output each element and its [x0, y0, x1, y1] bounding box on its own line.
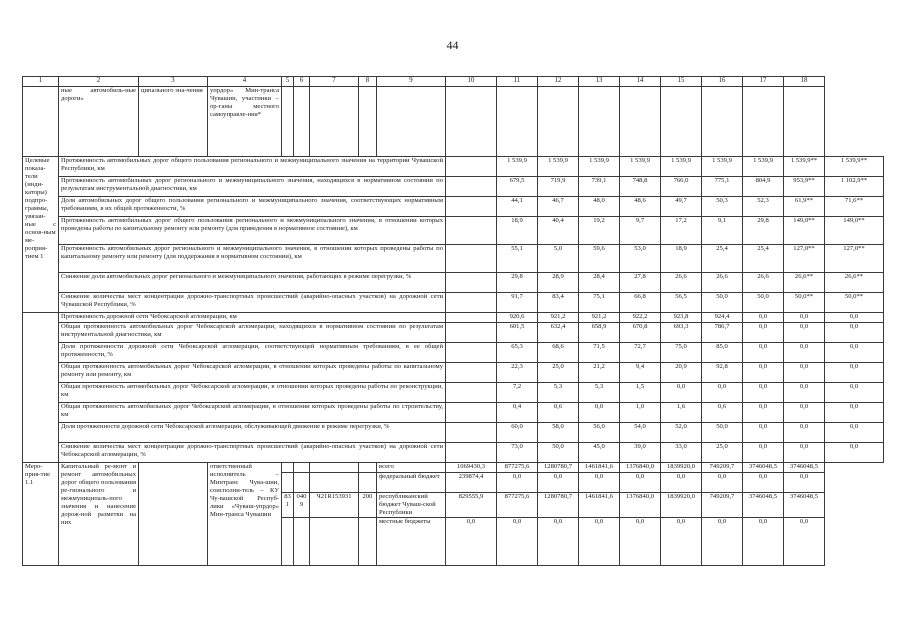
indicator-value: 0,0 [579, 403, 620, 423]
cont-cell-2: ные автомобиль-ные дороги» [59, 87, 139, 157]
indicator-value: 0,0 [825, 423, 884, 443]
indicator-value: 7,2 [497, 383, 538, 403]
indicator-value: 40,4 [538, 217, 579, 245]
funding-source: республиканский бюджет Чуваш-ской Республики [377, 493, 446, 518]
indicator-value: 1,6 [661, 403, 702, 423]
indicator-value: 923,8 [661, 313, 702, 323]
indicator-value: 0,6 [702, 403, 743, 423]
indicator-value: 26,6 [743, 273, 784, 293]
indicator-value: 1 102,9** [825, 177, 884, 197]
funding-value: 3746048,5 [784, 493, 825, 518]
indicator-value: 33,0 [661, 443, 702, 463]
measure-name: Капитальный ре-монт и ремонт автомобильных дорог общего пользования ре-гионального и межмуниципаль-ного значения и нанесение дорож-ной разметки на них [59, 463, 139, 566]
column-number-12: 12 [538, 77, 579, 87]
cont-cell-4: упрдор» Мин-транса Чувашии, участники – ор-ганы местного самоуправле-ния* [208, 87, 282, 157]
funding-value: 1069430,3 [446, 463, 497, 473]
indicator-blank-cell [446, 157, 497, 177]
indicator-value: 9,4 [620, 363, 661, 383]
funding-value: 749209,7 [702, 493, 743, 518]
indicator-value: 0,0 [784, 383, 825, 403]
indicator-value: 0,0 [743, 383, 784, 403]
code-rz: 0409 [294, 493, 310, 518]
funding-value: 877275,6 [497, 493, 538, 518]
indicator-value: 60,0 [497, 423, 538, 443]
indicator-value: 0,0 [784, 313, 825, 323]
indicator-value: 1 539,9** [784, 157, 825, 177]
funding-value: 1376840,0 [620, 493, 661, 518]
indicator-row [23, 363, 884, 383]
cont-cell-12 [538, 87, 579, 157]
indicator-blank-cell [446, 273, 497, 293]
funding-value: 0,0 [784, 518, 825, 566]
column-number-4: 4 [208, 77, 282, 87]
indicator-value: 766,0 [661, 177, 702, 197]
indicator-description: Протяженность автомобильных дорог регионального и межмуниципального значения, в отношении которых проведены работы по капитальному ремонту или ремонту (для поддержания в нормативном состоянии), км [59, 245, 446, 273]
target-indicators-label: Целевые показа-тели (инди-каторы) подпро-граммы, увязан-ные с основ-ным ме-роприя-тием 1 [23, 157, 59, 313]
funding-value: 0,0 [538, 518, 579, 566]
column-number-3: 3 [139, 77, 208, 87]
funding-value: 0,0 [743, 473, 784, 493]
indicator-value: 0,0 [743, 323, 784, 343]
column-number-14: 14 [620, 77, 661, 87]
indicator-value: 65,3 [497, 343, 538, 363]
indicator-value: 58,0 [538, 423, 579, 443]
indicator-value: 20,9 [661, 363, 702, 383]
funding-value: 0,0 [538, 473, 579, 493]
code-cell-empty [294, 518, 310, 566]
indicator-value: 75,1 [579, 293, 620, 313]
indicator-row [23, 293, 884, 313]
column-number-row [23, 77, 884, 87]
indicator-blank-cell [446, 177, 497, 197]
indicator-value: 29,8 [743, 217, 784, 245]
indicator-value: 0,0 [825, 313, 884, 323]
indicator-value: 0,0 [743, 423, 784, 443]
indicator-description: Общая протяженность автомобильных дорог Чебоксарской агломерации, в отношении которых проведены работы по капитальному ремонту или ремонту, км [59, 363, 446, 383]
measure-responsible: ответственный исполнитель – Минтранс Чува-шии, соисполни-тель – КУ Чу-вашской Респуб-лики «Чуваш-упрдор» Мин-транса Чувашии [208, 463, 282, 566]
funding-value: 3746048,5 [784, 463, 825, 473]
indicator-value: 1 539,9 [620, 157, 661, 177]
column-number-1: 1 [23, 77, 59, 87]
measure-goal-cell [139, 463, 208, 566]
cont-cell-10 [446, 87, 497, 157]
funding-value: 0,0 [620, 518, 661, 566]
indicator-value: 0,6 [538, 403, 579, 423]
indicator-value: 149,0** [825, 217, 884, 245]
funding-value: 0,0 [661, 473, 702, 493]
indicator-blank-cell [446, 403, 497, 423]
indicator-value: 0,0 [825, 403, 884, 423]
indicator-row [23, 313, 884, 323]
cont-cell-8 [359, 87, 377, 157]
program-table [22, 76, 884, 566]
funding-value: 0,0 [446, 518, 497, 566]
indicator-value: 26,6 [702, 273, 743, 293]
code-cell-empty [282, 473, 294, 493]
indicator-value: 25,4 [702, 245, 743, 273]
indicator-description: Доля протяженности дорожной сети Чебоксарской агломерации, соответствующей нормативным требованиям, в ее общей протяженности, % [59, 343, 446, 363]
code-cell-empty [310, 473, 359, 493]
indicator-value: 0,0 [784, 363, 825, 383]
column-number-17: 17 [743, 77, 784, 87]
indicator-value: 19,2 [579, 217, 620, 245]
indicator-blank-cell [446, 443, 497, 463]
funding-value: 829555,9 [446, 493, 497, 518]
indicator-value: 26,6** [825, 273, 884, 293]
indicator-value: 0,0 [784, 443, 825, 463]
cont-cell-3: ципального зна-чения [139, 87, 208, 157]
indicator-row [23, 443, 884, 463]
funding-value: 1376840,0 [620, 463, 661, 473]
funding-value: 0,0 [661, 518, 702, 566]
cont-cell-16 [702, 87, 743, 157]
funding-value: 1280780,7 [538, 463, 579, 473]
page-number: 44 [446, 38, 459, 52]
column-number-16: 16 [702, 77, 743, 87]
indicator-value: 18,9 [661, 245, 702, 273]
indicator-value: 0,0 [825, 343, 884, 363]
indicator-row [23, 383, 884, 403]
indicator-value: 91,7 [497, 293, 538, 313]
indicator-value: 0,0 [743, 443, 784, 463]
funding-row [23, 463, 884, 473]
indicator-row [23, 177, 884, 197]
indicator-value: 54,0 [620, 423, 661, 443]
indicator-value: 953,9** [784, 177, 825, 197]
indicator-value: 61,9** [784, 197, 825, 217]
funding-source: местные бюджеты [377, 518, 446, 566]
indicator-value: 670,8 [620, 323, 661, 343]
funding-value: 1461841,6 [579, 493, 620, 518]
indicator-value: 49,7 [661, 197, 702, 217]
indicator-value: 25,0 [538, 363, 579, 383]
indicator-value: 1,5 [620, 383, 661, 403]
indicator-value: 39,0 [620, 443, 661, 463]
indicator-value: 18,9 [497, 217, 538, 245]
indicator-row [23, 423, 884, 443]
indicator-row [23, 323, 884, 343]
indicator-value: 28,9 [538, 273, 579, 293]
indicator-description: Снижение доли автомобильных дорог регионального и межмуниципального значения, работающих в режиме перегрузки, % [59, 273, 446, 293]
indicator-blank-cell [446, 197, 497, 217]
continuation-row [23, 87, 884, 157]
indicator-description: Протяженность автомобильных дорог общего пользования регионального и межмуниципального значения на территории Чувашской Республики, км [59, 157, 446, 177]
indicator-value: 50,0 [538, 443, 579, 463]
indicator-value: 632,4 [538, 323, 579, 343]
indicator-value: 71,5 [579, 343, 620, 363]
indicator-value: 0,0 [784, 423, 825, 443]
indicator-value: 1 539,9** [825, 157, 884, 177]
indicator-value: 921,2 [538, 313, 579, 323]
funding-value: 749209,7 [702, 463, 743, 473]
indicator-value: 5,3 [538, 383, 579, 403]
code-cell-empty [282, 463, 294, 473]
code-cell-empty [294, 473, 310, 493]
funding-value: 0,0 [702, 518, 743, 566]
indicator-value: 50,0** [825, 293, 884, 313]
indicator-value: 92,8 [702, 363, 743, 383]
indicator-description: Общая протяженность автомобильных дорог Чебоксарской агломерации, находящихся в нормативном состоянии по результатам инструментальной диагностики, км [59, 323, 446, 343]
indicator-value: 924,4 [702, 313, 743, 323]
indicator-value: 72,7 [620, 343, 661, 363]
indicator-value: 775,1 [702, 177, 743, 197]
indicator-value: 53,0 [620, 245, 661, 273]
funding-value: 3746048,5 [743, 493, 784, 518]
code-vr: 200 [359, 493, 377, 518]
indicator-value: 27,8 [620, 273, 661, 293]
funding-source: всего [377, 463, 446, 473]
indicator-blank-cell [446, 423, 497, 443]
funding-value: 0,0 [743, 518, 784, 566]
column-number-11: 11 [497, 77, 538, 87]
code-csr: Ч21R153931 [310, 493, 359, 518]
indicator-description: Протяженность дорожной сети Чебоксарской агломерации, км [59, 313, 446, 323]
indicator-value: 1 539,9 [743, 157, 784, 177]
indicator-value: 1 539,9 [702, 157, 743, 177]
indicator-value: 1 539,9 [661, 157, 702, 177]
funding-source: федеральный бюджет [377, 473, 446, 493]
indicator-value: 601,5 [497, 323, 538, 343]
indicator-value: 85,0 [702, 343, 743, 363]
indicator-value: 73,0 [497, 443, 538, 463]
funding-value: 0,0 [579, 473, 620, 493]
indicator-value: 25,0 [702, 443, 743, 463]
code-cell-empty [310, 518, 359, 566]
indicator-value: 9,1 [702, 217, 743, 245]
column-number-5: 5 [282, 77, 294, 87]
cont-cell-13 [579, 87, 620, 157]
indicator-value: 26,6** [784, 273, 825, 293]
target-indicators-cell-empty [23, 313, 59, 463]
code-cell-empty [359, 518, 377, 566]
column-number-7: 7 [310, 77, 359, 87]
indicator-value: 0,0 [825, 323, 884, 343]
indicator-value: 0,0 [825, 363, 884, 383]
cont-cell-11 [497, 87, 538, 157]
indicator-value: 920,6 [497, 313, 538, 323]
indicator-value: 0,0 [661, 383, 702, 403]
indicator-value: 748,8 [620, 177, 661, 197]
code-cell-empty [282, 518, 294, 566]
cont-cell-14 [620, 87, 661, 157]
column-number-2: 2 [59, 77, 139, 87]
indicator-value: 1 539,9 [538, 157, 579, 177]
cont-cell-1 [23, 87, 59, 157]
column-number-8: 8 [359, 77, 377, 87]
indicator-value: 66,8 [620, 293, 661, 313]
indicator-blank-cell [446, 363, 497, 383]
cont-cell-18 [784, 87, 825, 157]
cont-cell-9 [377, 87, 446, 157]
funding-value: 0,0 [702, 473, 743, 493]
indicator-value: 25,4 [743, 245, 784, 273]
indicator-row [23, 197, 884, 217]
indicator-description: Протяженность автомобильных дорог общего пользования регионального и межмуниципального значения, в отношении которых проведены работы по капитальному ремонту или ремонту (для приведения в нормативное состояние), км [59, 217, 446, 245]
column-number-6: 6 [294, 77, 310, 87]
indicator-blank-cell [446, 343, 497, 363]
code-cell-empty [359, 473, 377, 493]
indicator-value: 48,6 [620, 197, 661, 217]
measure-label: Меро-прия-тие 1.1 [23, 463, 59, 566]
indicator-blank-cell [446, 383, 497, 403]
indicator-value: 804,9 [743, 177, 784, 197]
indicator-value: 0,0 [743, 363, 784, 383]
indicator-value: 21,2 [579, 363, 620, 383]
column-number-10: 10 [446, 77, 497, 87]
funding-value: 1839920,0 [661, 463, 702, 473]
funding-value: 1839920,0 [661, 493, 702, 518]
indicator-row [23, 273, 884, 293]
indicator-value: 127,0** [825, 245, 884, 273]
indicator-value: 658,9 [579, 323, 620, 343]
indicator-value: 5,0 [538, 245, 579, 273]
indicator-row [23, 343, 884, 363]
indicator-blank-cell [446, 323, 497, 343]
indicator-value: 0,0 [743, 313, 784, 323]
indicator-value: 1,0 [620, 403, 661, 423]
indicator-value: 9,7 [620, 217, 661, 245]
funding-value: 3746048,5 [743, 463, 784, 473]
funding-value: 1461841,6 [579, 463, 620, 473]
code-grbs: 831 [282, 493, 294, 518]
indicator-value: 922,2 [620, 313, 661, 323]
indicator-value: 50,0 [743, 293, 784, 313]
column-number-9: 9 [377, 77, 446, 87]
indicator-row [23, 217, 884, 245]
code-cell-empty [310, 463, 359, 473]
indicator-value: 0,0 [784, 323, 825, 343]
indicator-row [23, 403, 884, 423]
indicator-value: 1 539,9 [579, 157, 620, 177]
indicator-value: 719,9 [538, 177, 579, 197]
indicator-value: 0,0 [825, 443, 884, 463]
indicator-value: 5,3 [579, 383, 620, 403]
indicator-row [23, 245, 884, 273]
indicator-value: 0,0 [743, 343, 784, 363]
indicator-value: 59,6 [579, 245, 620, 273]
cont-cell-15 [661, 87, 702, 157]
indicator-value: 127,0** [784, 245, 825, 273]
indicator-value: 26,6 [661, 273, 702, 293]
indicator-description: Протяженность автомобильных дорог регионального и межмуниципального значения, находящихся в нормативном состоянии по результатам инструментальной диагностики, км [59, 177, 446, 197]
indicator-description: Доля протяженности дорожной сети Чебоксарской агломерации, обслуживающей движение в режиме перегрузки, % [59, 423, 446, 443]
funding-value: 0,0 [784, 473, 825, 493]
code-cell-empty [294, 463, 310, 473]
indicator-value: 52,3 [743, 197, 784, 217]
indicator-value: 48,0 [579, 197, 620, 217]
funding-value: 1280780,7 [538, 493, 579, 518]
indicator-value: 679,5 [497, 177, 538, 197]
indicator-value: 0,0 [702, 383, 743, 403]
indicator-description: Доля автомобильных дорог общего пользования регионального и межмуниципального значения, соответствующих нормативным требованиям, в их общей протяженности, % [59, 197, 446, 217]
column-number-18: 18 [784, 77, 825, 87]
indicator-value: 52,0 [661, 423, 702, 443]
cont-cell-7 [310, 87, 359, 157]
indicator-value: 17,2 [661, 217, 702, 245]
indicator-description: Снижение количества мест концентрации дорожно-транспортных происшествий (аварийно-опасных участков) на дорожной сети Чебоксарской агломерации, % [59, 443, 446, 463]
indicator-value: 693,3 [661, 323, 702, 343]
indicator-value: 46,7 [538, 197, 579, 217]
indicator-value: 71,6** [825, 197, 884, 217]
indicator-description: Общая протяженность автомобильных дорог Чебоксарской агломерации, в отношении которых проведены работы по строительству, км [59, 403, 446, 423]
cont-cell-6 [294, 87, 310, 157]
indicator-value: 1 539,9 [497, 157, 538, 177]
indicator-value: 739,1 [579, 177, 620, 197]
cont-cell-5 [282, 87, 294, 157]
funding-value: 0,0 [497, 473, 538, 493]
indicator-value: 56,5 [661, 293, 702, 313]
indicator-blank-cell [446, 293, 497, 313]
column-number-13: 13 [579, 77, 620, 87]
indicator-value: 0,0 [784, 403, 825, 423]
indicator-blank-cell [446, 217, 497, 245]
indicator-value: 50,0** [784, 293, 825, 313]
code-cell-empty [359, 463, 377, 473]
indicator-value: 83,4 [538, 293, 579, 313]
indicator-description: Общая протяженность автомобильных дорог Чебоксарской агломерации, в отношении которых проведены работы по реконструкции, км [59, 383, 446, 403]
indicator-value: 45,0 [579, 443, 620, 463]
indicator-value: 75,0 [661, 343, 702, 363]
indicator-value: 50,0 [702, 293, 743, 313]
indicator-blank-cell [446, 245, 497, 273]
cont-cell-17 [743, 87, 784, 157]
indicator-value: 0,0 [825, 383, 884, 403]
indicator-value: 0,0 [743, 403, 784, 423]
funding-value: 0,0 [579, 518, 620, 566]
indicator-value: 0,0 [784, 343, 825, 363]
indicator-description: Снижение количества мест концентрации дорожно-транспортных происшествий (аварийно-опасных участков) на дорожной сети Чувашской Республики, % [59, 293, 446, 313]
funding-value: 239874,4 [446, 473, 497, 493]
column-number-15: 15 [661, 77, 702, 87]
indicator-value: 68,6 [538, 343, 579, 363]
indicator-value: 50,3 [702, 197, 743, 217]
indicator-value: 28,4 [579, 273, 620, 293]
indicator-value: 149,0** [784, 217, 825, 245]
funding-value: 0,0 [497, 518, 538, 566]
indicator-value: 50,0 [702, 423, 743, 443]
indicator-value: 55,1 [497, 245, 538, 273]
indicator-value: 44,1 [497, 197, 538, 217]
indicator-value: 0,4 [497, 403, 538, 423]
indicator-value: 22,3 [497, 363, 538, 383]
indicator-value: 56,0 [579, 423, 620, 443]
funding-value: 0,0 [620, 473, 661, 493]
indicator-row [23, 157, 884, 177]
indicator-value: 29,8 [497, 273, 538, 293]
indicator-value: 786,7 [702, 323, 743, 343]
indicator-value: 921,2 [579, 313, 620, 323]
funding-value: 877275,6 [497, 463, 538, 473]
indicator-blank-cell [446, 313, 497, 323]
